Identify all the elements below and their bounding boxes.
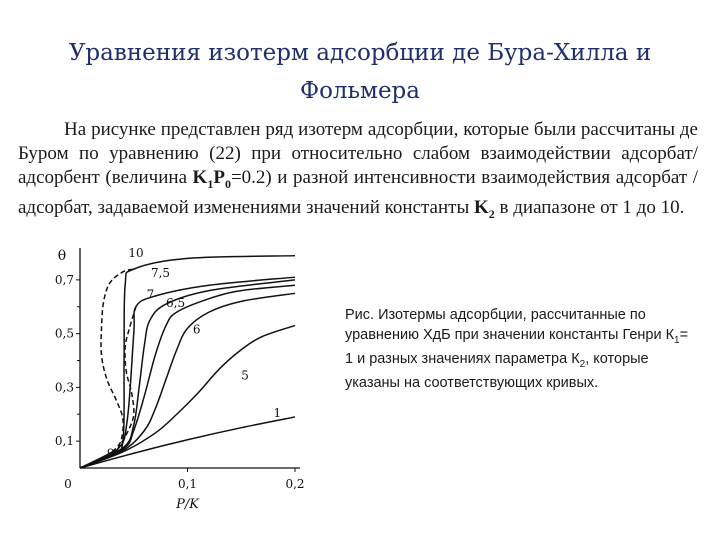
curve-label: 10	[128, 246, 144, 261]
p0-letter: P	[213, 167, 225, 188]
y-tick-label: 0,7	[54, 272, 74, 287]
caption-sub-1: 1	[674, 334, 680, 346]
curve-label: 7,5	[150, 266, 171, 281]
k2-sub: 2	[488, 206, 495, 221]
isotherm-curve-9-dashed	[101, 269, 134, 452]
isotherm-chart	[40, 240, 340, 530]
isotherm-curve-6	[80, 293, 295, 468]
para-part-2: =0.2) и разной интенсивности взаимодействия адсорбат /адсорбат, задаваемой изменениями значений константы	[18, 167, 698, 218]
y-tick-label: 0,3	[54, 380, 74, 395]
k2-letter: K	[473, 196, 489, 218]
y-tick-label: 0,5	[54, 326, 74, 341]
x-tick-label: 0,2	[285, 477, 305, 491]
curve-label: 9	[106, 446, 115, 461]
y-tick-label: 0,1	[54, 434, 74, 449]
para-part-1: На рисунке представлен ряд изотерм адсорбции, которые были рассчитаны де Буром по уравнению (22) при относительно слабом взаимодействии адсорбат/адсорбент (величина	[18, 119, 698, 188]
curve-label: 6,5	[166, 295, 186, 310]
figure-caption	[345, 306, 690, 394]
caption-part-1: Рис. Изотермы адсорбции, рассчитанные по уравнению ХдБ при значении константы Генри К	[345, 307, 675, 343]
y-axis-label: θ	[57, 248, 67, 264]
body-paragraph	[18, 118, 698, 226]
title-line-1: Уравнения изотерм адсорбции де Бура-Хилла и	[68, 40, 652, 66]
isotherm-curve-1	[80, 417, 295, 468]
x-tick-label: 0,1	[177, 477, 198, 491]
curve-label: 1	[273, 405, 282, 420]
caption-part-2: = 1 и разных значениях параметра К	[345, 326, 689, 367]
caption-part-3: , которые указаны на соответствующих кривых.	[345, 350, 649, 392]
curve-label: 6	[192, 322, 201, 337]
title-line-2: Фольмера	[299, 78, 420, 104]
curve-label: 5	[241, 368, 249, 383]
k2-symbol	[473, 196, 495, 221]
p0-sub: 0	[224, 176, 231, 191]
x-axis-label: P/K	[176, 497, 199, 512]
para-part-3: в диапазоне от 1 до 10.	[494, 196, 685, 218]
curve-label: 7	[146, 287, 155, 302]
k1-p0-symbol	[192, 167, 231, 191]
k1-letter: K	[192, 167, 208, 188]
k1-sub: 1	[207, 176, 214, 191]
isotherm-curve-6-5	[80, 285, 295, 468]
x-tick-label: 0	[64, 477, 72, 491]
caption-sub-2: 2	[579, 358, 586, 370]
slide-title	[20, 34, 700, 110]
